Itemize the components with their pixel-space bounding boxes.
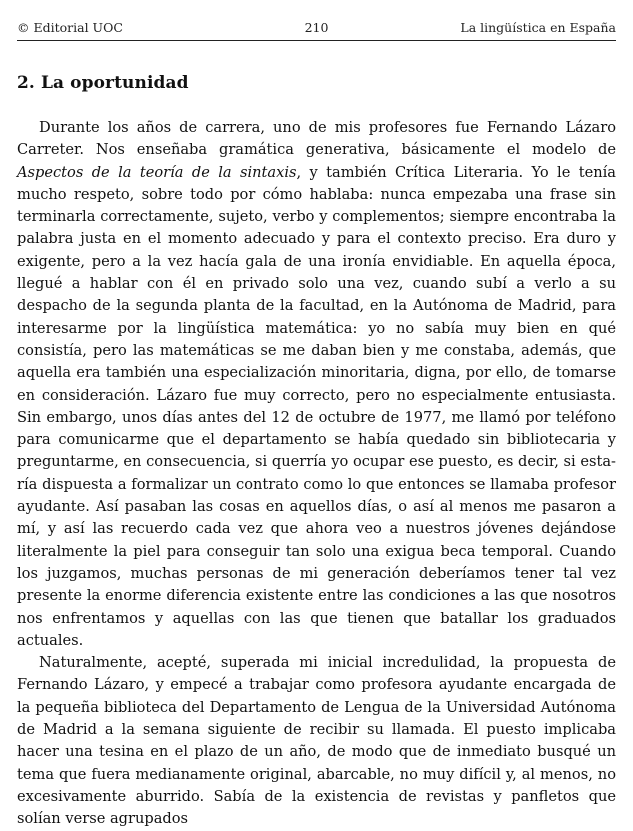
paragraph-1-text-a: Durante los años de carrera, uno de mis profesores fue Fernando Lázaro Carreter. Nos enseñaba gramática generativa, básicamente el modelo de: [17, 119, 616, 159]
running-header: [17, 20, 616, 41]
page-number: 210: [304, 20, 329, 35]
paragraph-1-text-b: , y también Crítica Literaria. Yo le tenía mucho respeto, sobre todo por cómo hablaba: nunca empezaba una frase sin terminarla correctamente, sujeto, verbo y complementos; siempre encontraba la palabra justa en el momento adecuado y para el contexto preciso. Era duro y exigente, pero a la vez hacía gala de una ironía envidiable. En aquella época, llegué a hablar con él en privado solo una vez, cuando subí a verlo a su despacho de la segunda planta de la facultad, en la Autónoma de Madrid, para interesarme por la lingüística matemática: yo no sabía muy bien en qué consistía, pero las matemáticas se me daban bien y me constaba, además, que aquella era también una especialización minoritaria, digna, por ello, de tomarse en consideración. Lázaro fue muy correcto, pero no especialmente entusiasta. Sin embargo, unos días antes del 12 de octubre de 1977, me llamó por teléfono para comunicarme que el departamento se había quedado sin bibliotecaria y preguntarme, en consecuencia, si querría yo ocupar ese puesto, es decir, si esta- ría dispuesta a formalizar un contrato como lo que entonces se llamaba profesor ayudante. Así pasaban las cosas en aquellos días, o así al menos me pasaron a mí, y así las recuerdo cada vez que ahora veo a nuestros jóvenes dejándose literalmente la piel para conseguir tan solo una exigua beca temporal. Cuando los juzgamos, muchas personas de mi generación deberíamos tener tal vez presente la enorme diferencia existente entre las condiciones a las que nosotros nos enfrentamos y aquellas con las que tienen que batallar los graduados actuales.: [17, 163, 616, 649]
body-text: [17, 117, 616, 831]
publisher-label: © Editorial UOC: [17, 20, 123, 35]
running-title: La lingüística en España: [460, 20, 616, 35]
paragraph-1: [17, 117, 616, 652]
section-heading: 2. La oportunidad: [17, 73, 189, 93]
book-title-italic: Aspectos de la teoría de la sintaxis: [17, 163, 297, 181]
paragraph-2: Naturalmente, acepté, superada mi inicial incredulidad, la propuesta de Fernando Lázaro, y empecé a trabajar como profesora ayudante encargada de la pequeña biblioteca del Departamento de Lengua de la Universidad Autónoma de Madrid a la semana siguiente de recibir su llamada. El puesto implicaba hacer una tesina en el plazo de un año, de modo que de inmediato busqué un tema que fuera medianamente original, abarcable, no muy difícil y, al menos, no excesivamente aburrido. Sabía de la existencia de revistas y panfletos que solían verse agrupados: [17, 654, 616, 828]
